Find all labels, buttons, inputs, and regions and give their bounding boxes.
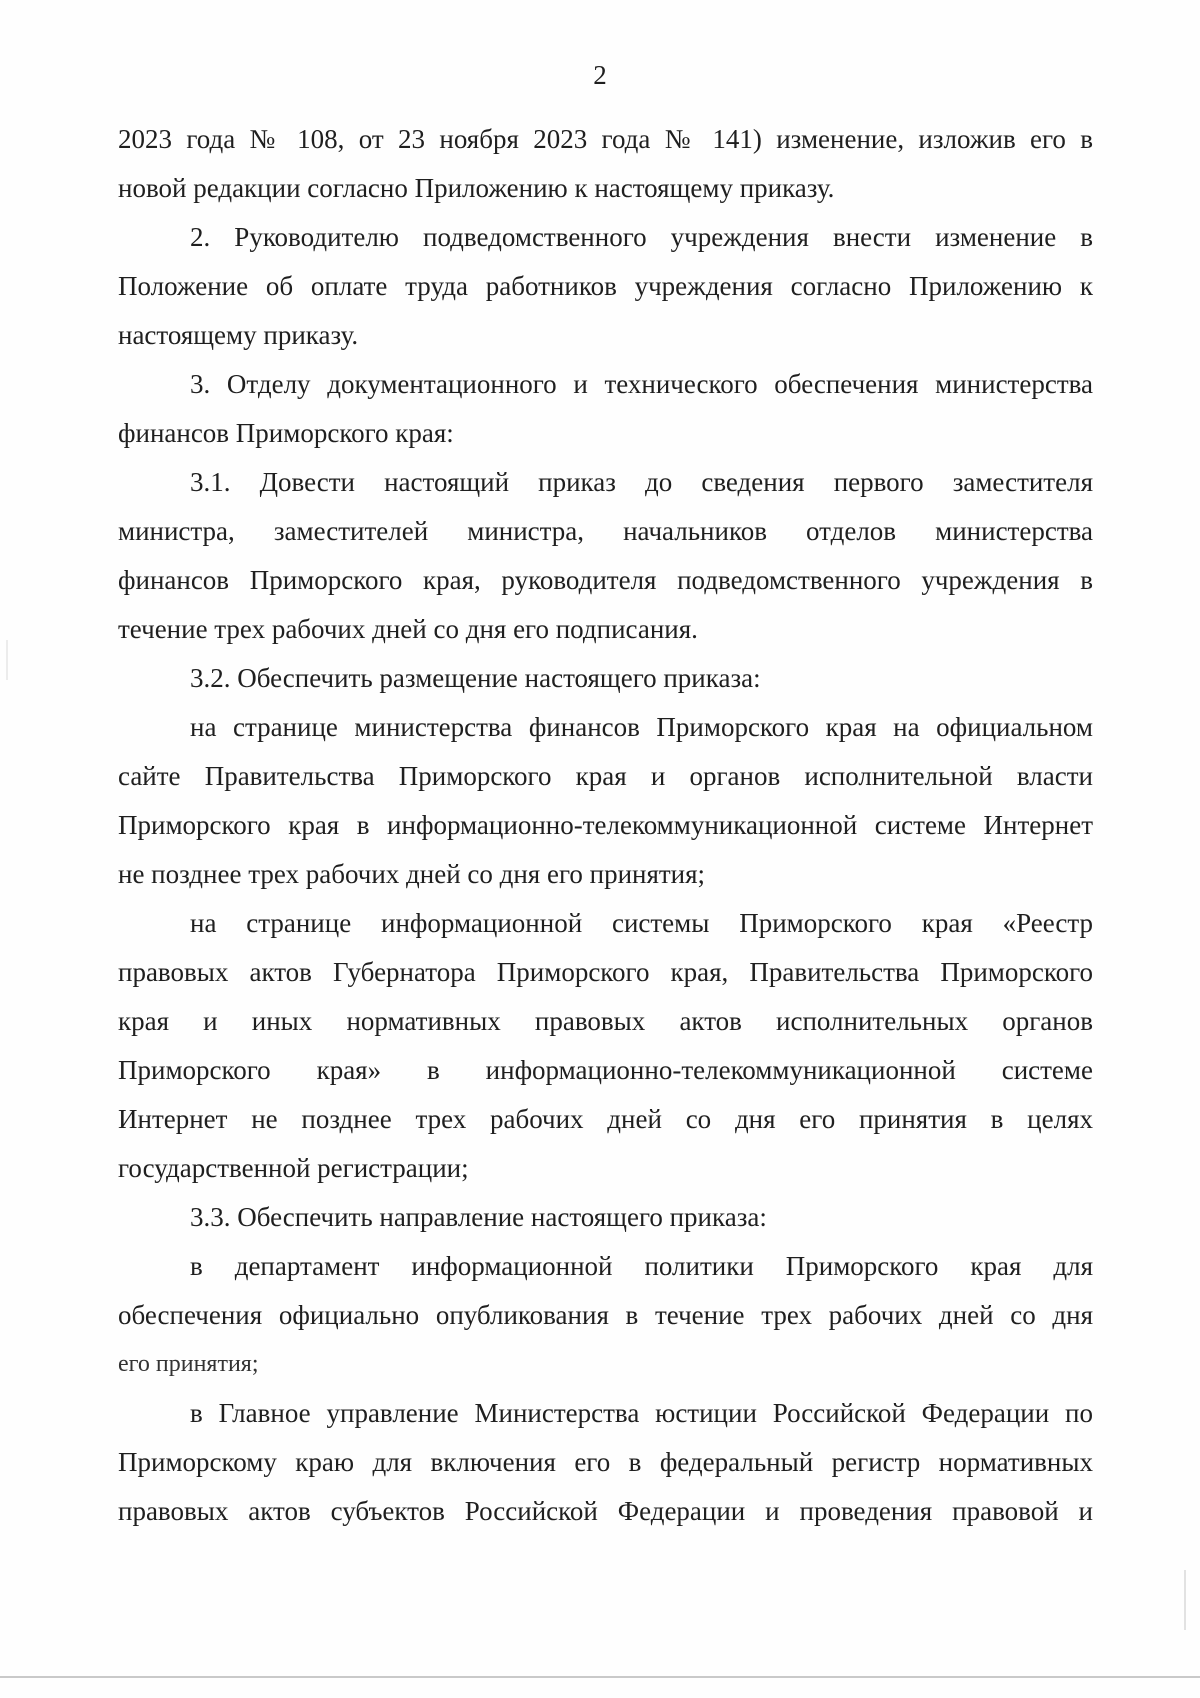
scan-edge-line bbox=[0, 1676, 1200, 1678]
body-line: течение трех рабочих дней со дня его подписания. bbox=[118, 614, 698, 644]
body-line: не позднее трех рабочих дней со дня его принятия; bbox=[118, 859, 706, 889]
body-line: на странице министерства финансов Приморского края на официальном bbox=[190, 712, 1093, 742]
body-line: финансов Приморского края, руководителя подведомственного учреждения в bbox=[118, 565, 1093, 595]
body-line: сайте Правительства Приморского края и органов исполнительной власти bbox=[118, 761, 1093, 791]
document-body bbox=[118, 115, 1093, 1536]
body-line: финансов Приморского края: bbox=[118, 418, 454, 448]
body-line: 3.1. Довести настоящий приказ до сведения первого заместителя bbox=[190, 467, 1093, 497]
body-line: Положение об оплате труда работников учреждения согласно Приложению к bbox=[118, 271, 1093, 301]
body-line: в департамент информационной политики Приморского края для bbox=[190, 1251, 1093, 1281]
scan-artifact bbox=[6, 640, 8, 680]
body-line: министра, заместителей министра, начальников отделов министерства bbox=[118, 516, 1093, 546]
body-line: 3.2. Обеспечить размещение настоящего приказа: bbox=[190, 663, 761, 693]
body-line: Приморскому краю для включения его в федеральный регистр нормативных bbox=[118, 1447, 1093, 1477]
body-line: в Главное управление Министерства юстиции Российской Федерации по bbox=[190, 1398, 1093, 1428]
body-line: правовых актов Губернатора Приморского края, Правительства Приморского bbox=[118, 957, 1093, 987]
body-line: 3. Отделу документационного и технического обеспечения министерства bbox=[190, 369, 1093, 399]
body-line: Приморского края» в информационно-телекоммуникационной системе bbox=[118, 1055, 1093, 1085]
body-line: края и иных нормативных правовых актов исполнительных органов bbox=[118, 1006, 1093, 1036]
body-line: Интернет не позднее трех рабочих дней со дня его принятия в целях bbox=[118, 1104, 1093, 1134]
body-line: новой редакции согласно Приложению к настоящему приказу. bbox=[118, 173, 835, 203]
body-line: настоящему приказу. bbox=[118, 320, 359, 350]
body-line: государственной регистрации; bbox=[118, 1153, 469, 1183]
body-line: на странице информационной системы Приморского края «Реестр bbox=[190, 908, 1093, 938]
body-line: обеспечения официально опубликования в течение трех рабочих дней со дня bbox=[118, 1300, 1093, 1330]
body-line: 3.3. Обеспечить направление настоящего приказа: bbox=[190, 1202, 767, 1232]
page-number: 2 bbox=[593, 60, 607, 90]
body-line: правовых актов субъектов Российской Федерации и проведения правовой и bbox=[118, 1496, 1093, 1526]
body-line: его принятия; bbox=[118, 1351, 259, 1377]
scan-artifact bbox=[1184, 1570, 1186, 1630]
body-line: 2. Руководителю подведомственного учреждения внести изменение в bbox=[190, 222, 1093, 252]
body-line: Приморского края в информационно-телекоммуникационной системе Интернет bbox=[118, 810, 1093, 840]
body-line: 2023 года № 108, от 23 ноября 2023 года № 141) изменение, изложив его в bbox=[118, 124, 1093, 154]
